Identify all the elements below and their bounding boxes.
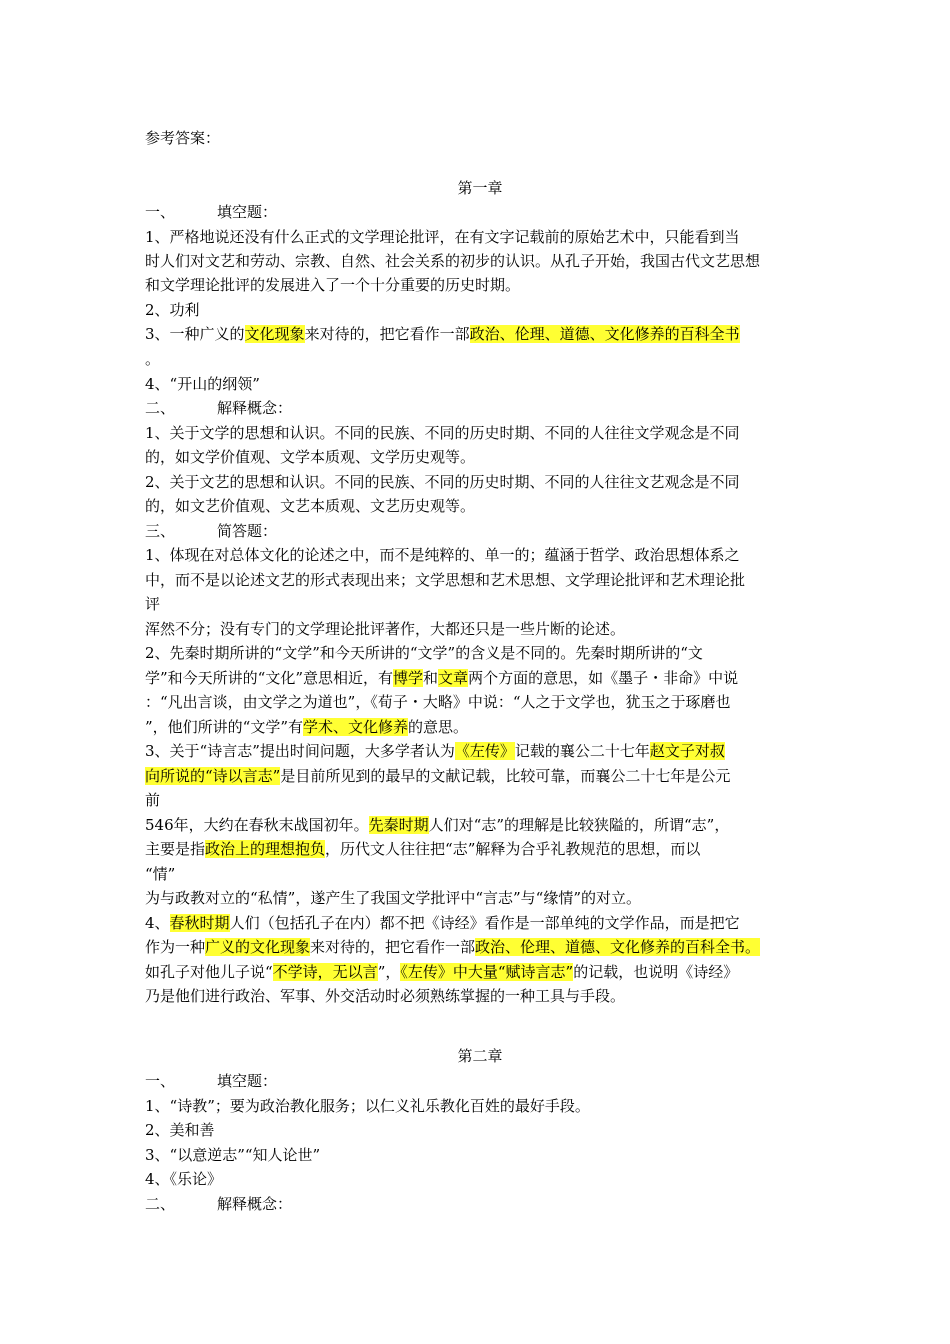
text-line (145, 839, 700, 859)
highlight: 政治、伦理、道德、文化修养的百科全书 (469, 325, 740, 343)
text-line: 乃是他们进行政治、军事、外交活动时必须熟练掌握的一种工具与手段。 (145, 987, 626, 1005)
highlight: 赵文子对叔 (649, 742, 725, 760)
text-run: 主要是指 (145, 840, 206, 858)
highlight: 不学诗，无以言 (272, 963, 378, 981)
section-heading (145, 202, 277, 222)
section-number: 一、 (145, 1072, 176, 1090)
text-line: 2、先秦时期所讲的“文学”和今天所讲的“文学”的含义是不同的。先秦时期所讲的“文 (145, 644, 703, 662)
text-line: 中，而不是以论述文艺的形式表现出来；文学思想和艺术思想、文学理论批评和艺术理论批 (145, 571, 746, 589)
section-heading (145, 398, 292, 418)
section-heading (145, 1071, 277, 1091)
text-line: 为与政教对立的“私情”，遂产生了我国文学批评中“言志”与“缘情”的对立。 (145, 889, 642, 907)
text-line (145, 815, 729, 835)
text-run: 如孔子对他儿子说“ (145, 963, 273, 981)
text-line (145, 766, 730, 786)
highlight: 文章 (438, 669, 469, 687)
text-line: 前 (145, 791, 161, 809)
text-run: 是目前所见到的最早的文献记载，比较可靠，而襄公二十七年是公元 (280, 767, 731, 785)
text-line: 2、美和善 (145, 1121, 215, 1139)
highlight: 博学 (393, 669, 424, 687)
text-line (145, 717, 468, 737)
text-line: 1、关于文学的思想和认识。不同的民族、不同的历史时期、不同的人往往文学观念是不同 (145, 424, 740, 442)
text-line: 浑然不分；没有专门的文学理论批评著作，大都还只是一些片断的论述。 (145, 620, 626, 638)
highlight: 《左传》 (454, 742, 515, 760)
text-run: 和 (423, 669, 439, 687)
section-title: 解释概念： (217, 399, 293, 417)
text-line: 4、《乐论》 (145, 1170, 223, 1188)
text-run: ”，他们所讲的“文学”有 (145, 718, 304, 736)
text-run: 作为一种 (145, 938, 206, 956)
text-line: 的，如文学价值观、文学本质观、文学历史观等。 (145, 448, 476, 466)
text-line (145, 962, 738, 982)
text-line: 4、“开山的纲领” (145, 375, 260, 393)
text-line: “情” (145, 865, 176, 883)
text-run: 来对待的，把它看作一部 (310, 938, 476, 956)
section-heading (145, 521, 277, 541)
answers-heading: 参考答案： (145, 129, 221, 147)
text-run: 人们（包括孔子在内）都不把《诗经》看作是一部单纯的文学作品，而是把它 (229, 914, 740, 932)
highlight: 先秦时期 (368, 816, 429, 834)
text-line: 时人们对文艺和劳动、宗教、自然、社会关系的初步的认识。从孔子开始，我国古代文艺思想 (145, 252, 761, 270)
section-number: 二、 (145, 1195, 176, 1213)
text-line: 1、“诗教”；要为政治教化服务；以仁义礼乐教化百姓的最好手段。 (145, 1097, 590, 1115)
text-run: 学”和今天所讲的“文化”意思相近，有 (145, 669, 394, 687)
section-title: 简答题： (217, 522, 278, 540)
highlight: 政治上的理想抱负 (205, 840, 326, 858)
text-line (145, 668, 738, 688)
highlight: 向所说的“诗以言志” (145, 767, 281, 785)
text-run: ”， (377, 963, 401, 981)
text-run: 4、 (145, 914, 170, 932)
text-line: 和文学理论批评的发展进入了一个十分重要的历史时期。 (145, 276, 521, 294)
text-line (145, 913, 740, 933)
section-title: 填空题： (217, 1072, 278, 1090)
text-line: 。 (145, 350, 161, 368)
highlight: 春秋时期 (169, 914, 230, 932)
text-run: 的意思。 (408, 718, 469, 736)
text-run: 546年，大约在春秋末战国初年。 (145, 816, 369, 834)
text-line: 的，如文艺价值观、文艺本质观、文艺历史观等。 (145, 497, 476, 515)
section-title: 解释概念： (217, 1195, 293, 1213)
text-line: 2、功利 (145, 301, 200, 319)
text-line: 1、体现在对总体文化的论述之中，而不是纯粹的、单一的；蕴涵于哲学、政治思想体系之 (145, 546, 740, 564)
text-run: 的记载，也说明《诗经》 (573, 963, 739, 981)
highlight: 《左传》中大量“赋诗言志” (400, 963, 574, 981)
text-run: 人们对“志”的理解是比较狭隘的，所谓“志”， (428, 816, 730, 834)
text-line: 2、关于文艺的思想和认识。不同的民族、不同的历史时期、不同的人往往文艺观念是不同 (145, 473, 740, 491)
section-number: 一、 (145, 203, 176, 221)
text-line (145, 741, 725, 761)
chapter-2-title: 第二章 (457, 1047, 503, 1065)
text-line (145, 324, 740, 344)
text-run: 来对待的，把它看作一部 (304, 325, 470, 343)
text-run: ，历代文人往往把“志”解释为合乎礼教规范的思想，而以 (325, 840, 701, 858)
section-title: 填空题： (217, 203, 278, 221)
section-heading (145, 1194, 292, 1214)
text-line (145, 937, 760, 957)
section-number: 三、 (145, 522, 176, 540)
text-line: 1、严格地说还没有什么正式的文学理论批评，在有文字记载前的原始艺术中，只能看到当 (145, 228, 740, 246)
highlight: 文化现象 (244, 325, 305, 343)
text-run: 3、一种广义的 (145, 325, 245, 343)
text-line: ：“凡出言谈，由文学之为道也”，《荀子・大略》中说：“人之于文学也，犹玉之于琢磨也 (145, 693, 731, 711)
text-run: 两个方面的意思，如《墨子・非命》中说 (468, 669, 739, 687)
highlight: 学术、文化修养 (303, 718, 409, 736)
text-run: 记载的襄公二十七年 (514, 742, 650, 760)
highlight: 政治、伦理、道德、文化修养的百科全书。 (475, 938, 761, 956)
text-run: 3、关于“诗言志”提出时间问题，大多学者认为 (145, 742, 455, 760)
chapter-1-title: 第一章 (457, 179, 503, 197)
highlight: 广义的文化现象 (205, 938, 311, 956)
section-number: 二、 (145, 399, 176, 417)
text-line: 评 (145, 595, 161, 613)
text-line: 3、“以意逆志”“知人论世” (145, 1146, 321, 1164)
